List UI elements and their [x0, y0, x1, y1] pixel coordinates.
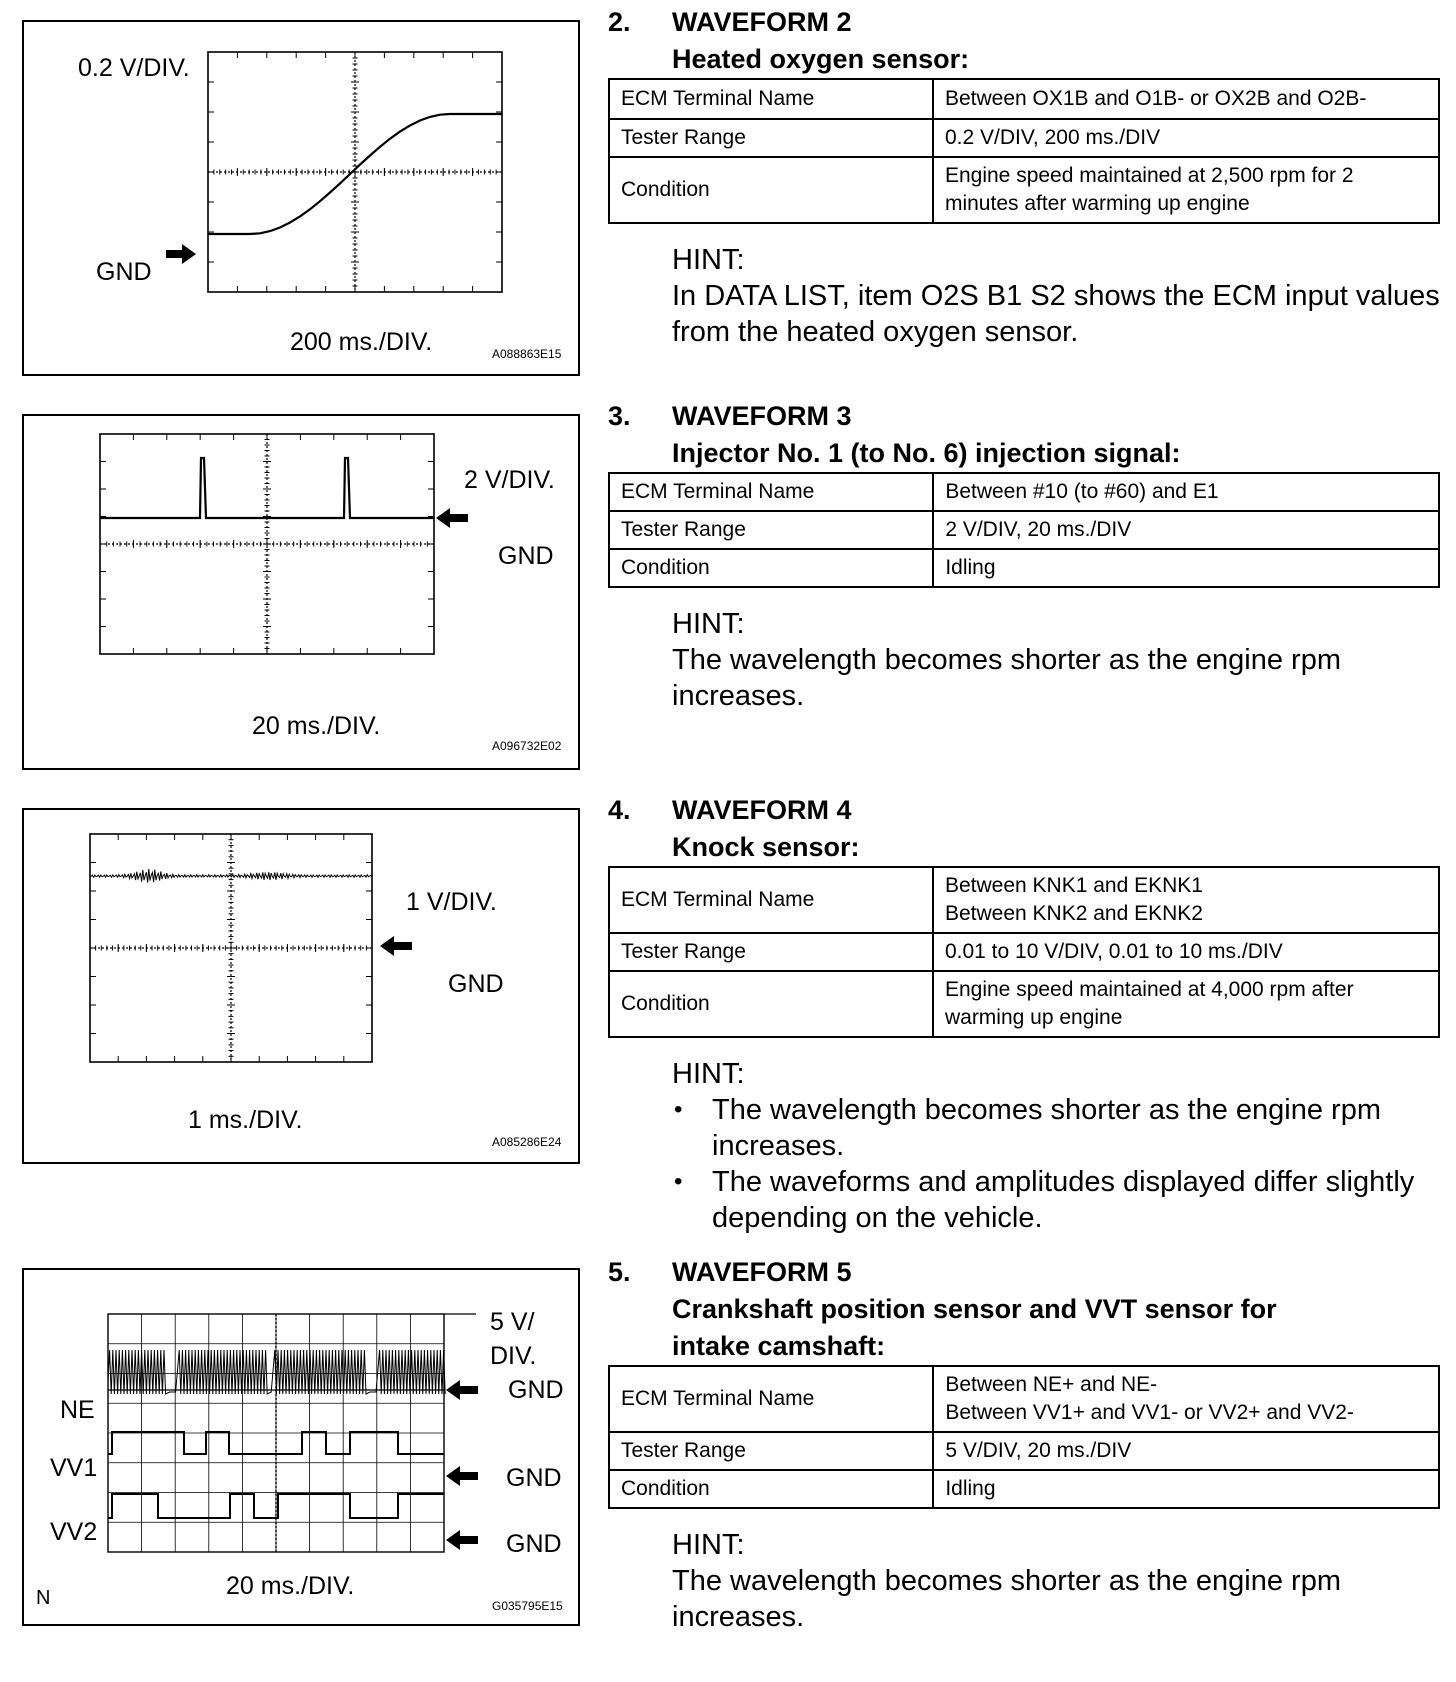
time-per-div-label: 20 ms./DIV.: [226, 1572, 355, 1600]
hint-label: HINT:: [672, 244, 745, 276]
section-waveform-4: [608, 792, 1440, 1236]
table-key: Condition: [609, 1470, 933, 1508]
table-row: [609, 549, 1439, 587]
spec-table: [608, 78, 1440, 224]
figure-code: G035795E15: [492, 1599, 563, 1613]
figure-code: A096732E02: [492, 739, 562, 753]
table-row: [609, 511, 1439, 549]
arrow-left-icon: [446, 1380, 478, 1400]
gnd-label-vv2: GND: [506, 1530, 562, 1558]
value-line: minutes after warming up engine: [944, 192, 1250, 215]
table-row: [609, 933, 1439, 971]
table-value: Between #10 (to #60) and E1: [933, 473, 1439, 511]
table-key: ECM Terminal Name: [609, 79, 933, 119]
hint-block: [672, 1056, 1440, 1236]
time-per-div-label: 200 ms./DIV.: [290, 328, 433, 356]
table-key: Tester Range: [609, 1432, 933, 1470]
volts-per-div-label: 2 V/DIV.: [464, 466, 555, 494]
figure-code: A085286E24: [492, 1135, 562, 1149]
hint-block: [672, 242, 1440, 350]
gnd-label-ne: GND: [508, 1376, 564, 1404]
gnd-label-vv1: GND: [506, 1464, 562, 1492]
section-heading: [608, 1254, 1440, 1365]
table-row: [609, 473, 1439, 511]
section-subtitle: Crankshaft position sensor and VVT sensor for: [672, 1294, 1277, 1324]
gnd-label: GND: [498, 542, 554, 570]
table-value: [933, 971, 1439, 1037]
volts-per-div-label: 5 V/: [490, 1308, 535, 1336]
table-row: [609, 1432, 1439, 1470]
table-key: Condition: [609, 549, 933, 587]
hint-list: [672, 1092, 1440, 1236]
arrow-right-icon: [166, 244, 196, 264]
time-per-div-label: 20 ms./DIV.: [252, 712, 381, 740]
table-value: Idling: [933, 1470, 1439, 1508]
value-line: Between KNK2 and EKNK2: [944, 902, 1203, 925]
arrow-left-icon: [436, 508, 468, 528]
arrow-left-icon: [446, 1466, 478, 1486]
waveform-2-figure: [22, 20, 580, 376]
value-line: Between NE+ and NE-: [945, 1373, 1158, 1396]
hint-text: In DATA LIST, item O2S B1 S2 shows the ECM input values from the heated oxygen sensor.: [672, 280, 1440, 348]
gnd-label: GND: [448, 970, 504, 998]
section-number: 5.: [608, 1257, 631, 1287]
hint-label: HINT:: [672, 608, 745, 640]
table-key: Condition: [609, 157, 933, 223]
table-key: Tester Range: [609, 511, 933, 549]
list-item: • The waveforms and amplitudes displayed differ slightly depending on the vehicle.: [672, 1164, 1440, 1236]
value-line: Engine speed maintained at 2,500 rpm for 2: [944, 164, 1354, 187]
value-line: warming up engine: [944, 1006, 1123, 1029]
section-waveform-2: [608, 4, 1440, 350]
section-waveform-3: [608, 398, 1440, 714]
table-key: Tester Range: [609, 933, 933, 971]
section-subtitle: Injector No. 1 (to No. 6) injection signal:: [672, 438, 1181, 468]
table-value: Between OX1B and O1B- or OX2B and O2B-: [933, 79, 1439, 119]
table-value: [933, 1366, 1439, 1432]
section-title: WAVEFORM 3: [672, 401, 852, 431]
figure-code: A088863E15: [492, 347, 562, 361]
section-heading: [608, 398, 1440, 472]
waveform-4-figure: [22, 808, 580, 1164]
section-heading: [608, 4, 1440, 78]
hint-text: The wavelength becomes shorter as the engine rpm increases.: [672, 644, 1341, 712]
table-value: Idling: [933, 549, 1439, 587]
vv2-channel-label: VV2: [50, 1518, 98, 1546]
vv1-channel-label: VV1: [50, 1454, 98, 1482]
table-key: ECM Terminal Name: [609, 1366, 933, 1432]
volts-per-div-label: 1 V/DIV.: [406, 888, 497, 916]
table-value: [933, 157, 1439, 223]
table-value: 2 V/DIV, 20 ms./DIV: [933, 511, 1439, 549]
section-subtitle-cont: intake camshaft:: [672, 1331, 886, 1361]
table-value: 5 V/DIV, 20 ms./DIV: [933, 1432, 1439, 1470]
volts-per-div-label-cont: DIV.: [490, 1342, 537, 1370]
time-per-div-label: 1 ms./DIV.: [188, 1106, 303, 1134]
section-waveform-5: [608, 1254, 1440, 1635]
section-number: 4.: [608, 795, 631, 825]
hint-label: HINT:: [672, 1529, 745, 1561]
list-item: • The wavelength becomes shorter as the engine rpm increases.: [672, 1092, 1440, 1164]
volts-per-div-label: 0.2 V/DIV.: [78, 54, 190, 82]
table-row: [609, 867, 1439, 933]
hint-text: The wavelength becomes shorter as the engine rpm increases.: [672, 1565, 1341, 1633]
table-row: [609, 79, 1439, 119]
table-value: 0.2 V/DIV, 200 ms./DIV: [933, 119, 1439, 157]
table-row: [609, 1366, 1439, 1432]
hint-block: [672, 1527, 1440, 1635]
value-line: Between KNK1 and EKNK1: [944, 874, 1203, 897]
table-row: [609, 971, 1439, 1037]
hint-label: HINT:: [672, 1058, 745, 1090]
arrow-left-icon: [446, 1530, 478, 1550]
arrow-left-icon: [380, 936, 412, 956]
table-key: ECM Terminal Name: [609, 867, 933, 933]
corner-marker: N: [36, 1587, 51, 1609]
table-key: Condition: [609, 971, 933, 1037]
section-title: WAVEFORM 2: [672, 7, 852, 37]
table-key: ECM Terminal Name: [609, 473, 933, 511]
waveform-3-figure: [22, 414, 580, 770]
table-value: [933, 867, 1439, 933]
section-subtitle: Heated oxygen sensor:: [672, 44, 970, 74]
table-value: 0.01 to 10 V/DIV, 0.01 to 10 ms./DIV: [933, 933, 1439, 971]
spec-table: [608, 472, 1440, 588]
hint-block: [672, 606, 1440, 714]
table-key: Tester Range: [609, 119, 933, 157]
gnd-label: GND: [96, 258, 152, 286]
section-number: 3.: [608, 401, 631, 431]
table-row: [609, 119, 1439, 157]
section-heading: [608, 792, 1440, 866]
section-number: 2.: [608, 7, 631, 37]
table-row: [609, 1470, 1439, 1508]
spec-table: [608, 866, 1440, 1038]
ne-channel-label: NE: [60, 1396, 95, 1424]
spec-table: [608, 1365, 1440, 1509]
value-line: Engine speed maintained at 4,000 rpm after: [944, 978, 1354, 1001]
value-line: Between VV1+ and VV1- or VV2+ and VV2-: [945, 1401, 1354, 1424]
section-title: WAVEFORM 5: [672, 1257, 852, 1287]
section-subtitle: Knock sensor:: [672, 832, 860, 862]
waveform-5-figure: [22, 1268, 580, 1626]
section-title: WAVEFORM 4: [672, 795, 852, 825]
table-row: [609, 157, 1439, 223]
